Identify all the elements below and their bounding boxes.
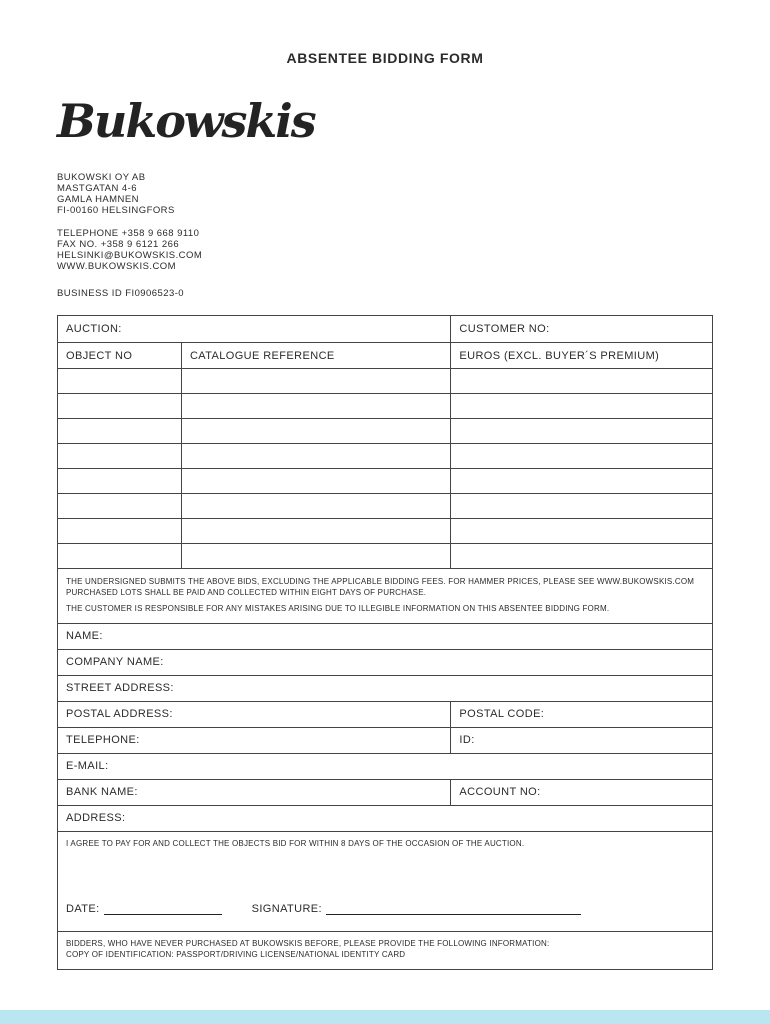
catalogue-reference-header [181,343,450,368]
bid-catalogue-reference-cell[interactable] [181,419,450,443]
telephone-field[interactable] [58,728,450,753]
company-email: HELSINKI@BUKOWSKIS.COM [57,250,203,261]
bid-euros-cell[interactable] [450,469,712,493]
company-contact-block [57,228,202,272]
postal-code-label: POSTAL CODE: [459,708,545,721]
new-bidders-note-block [58,932,712,969]
company-address-line: MASTGATAN 4-6 [57,183,137,194]
customer-no-field[interactable] [450,316,712,342]
account-no-label: ACCOUNT NO: [459,786,541,799]
customer-no-label: CUSTOMER NO: [459,323,550,335]
bank-name-field[interactable] [58,780,450,805]
bid-catalogue-reference-cell[interactable] [181,519,450,543]
id-field[interactable] [450,728,712,753]
business-id: BUSINESS ID FI0906523-0 [57,288,185,299]
bid-catalogue-reference-cell[interactable] [181,394,450,418]
id-label: ID: [459,734,475,747]
bidding-form-table [57,315,713,970]
street-address-label: STREET ADDRESS: [66,682,174,695]
bid-euros-cell[interactable] [450,444,712,468]
date-label: DATE: [66,902,100,915]
bid-table-row [58,544,712,569]
identification-note-line: COPY OF IDENTIFICATION: PASSPORT/DRIVING LICENSE/NATIONAL IDENTITY CARD [66,950,406,960]
postal-address-field[interactable] [58,702,450,727]
bid-euros-cell[interactable] [450,394,712,418]
euros-header-label: EUROS (EXCL. BUYER´S PREMIUM) [459,349,660,362]
bid-object-no-cell[interactable] [58,494,181,518]
bid-table-header-row [58,343,712,369]
bid-table-row [58,369,712,394]
bid-euros-cell[interactable] [450,419,712,443]
auction-customer-row [58,316,712,343]
bid-euros-cell[interactable] [450,519,712,543]
company-fax: FAX NO. +358 9 6121 266 [57,239,180,250]
bukowskis-logo: Bukowskis [57,94,315,148]
telephone-label: TELEPHONE: [66,734,140,747]
undersigned-note: THE UNDERSIGNED SUBMITS THE ABOVE BIDS, EXCLUDING THE APPLICABLE BIDDING FEES. FOR HAMMER PRICES, PLEASE SEE WWW.BUKOWSKIS.COM PURCHASED LOTS SHALL BE PAID AND COLLECTED WITHIN EIGHT DAYS OF PURCHASE. [66,577,695,598]
street-address-row [58,676,712,702]
new-bidders-note-line: BIDDERS, WHO HAVE NEVER PURCHASED AT BUKOWSKIS BEFORE, PLEASE PROVIDE THE FOLLOWING INFORMATION: [66,938,550,948]
bid-table-row [58,469,712,494]
street-address-field[interactable] [58,676,712,701]
email-field[interactable] [58,754,712,779]
euros-header [450,343,712,368]
footer-bar [0,1010,770,1024]
bid-table-row [58,519,712,544]
address-label: ADDRESS: [66,812,126,825]
date-input-line[interactable] [104,902,222,915]
bid-table-row [58,494,712,519]
bid-catalogue-reference-cell[interactable] [181,444,450,468]
page-title: ABSENTEE BIDDING FORM [286,50,484,66]
name-row [58,624,712,650]
object-no-header [58,343,181,368]
signature-input-line[interactable] [326,902,581,915]
postal-row [58,702,712,728]
bid-euros-cell[interactable] [450,369,712,393]
bid-object-no-cell[interactable] [58,469,181,493]
bid-catalogue-reference-cell[interactable] [181,469,450,493]
customer-responsible-note: THE CUSTOMER IS RESPONSIBLE FOR ANY MISTAKES ARISING DUE TO ILLEGIBLE INFORMATION ON THIS ABSENTEE BIDDING FORM. [66,604,610,614]
auction-field[interactable] [58,316,450,342]
bid-rows-container [58,369,712,569]
bid-object-no-cell[interactable] [58,444,181,468]
email-row [58,754,712,780]
company-name-field[interactable] [58,650,712,675]
company-name-label: COMPANY NAME: [66,656,164,669]
bids-note-block [58,569,712,624]
name-label: NAME: [66,630,103,643]
company-website: WWW.BUKOWSKIS.COM [57,261,177,272]
bank-name-label: BANK NAME: [66,786,138,799]
agreement-block [58,832,712,932]
company-telephone: TELEPHONE +358 9 668 9110 [57,228,200,239]
postal-address-label: POSTAL ADDRESS: [66,708,173,721]
bank-row [58,780,712,806]
company-address-line: BUKOWSKI OY AB [57,172,146,183]
bid-catalogue-reference-cell[interactable] [181,369,450,393]
email-label: E-MAIL: [66,760,109,773]
bid-object-no-cell[interactable] [58,419,181,443]
telephone-row [58,728,712,754]
bid-object-no-cell[interactable] [58,394,181,418]
object-no-header-label: OBJECT NO [66,349,133,362]
address-field[interactable] [58,806,712,831]
name-field[interactable] [58,624,712,649]
account-no-field[interactable] [450,780,712,805]
company-name-row [58,650,712,676]
bid-object-no-cell[interactable] [58,519,181,543]
agreement-text: I AGREE TO PAY FOR AND COLLECT THE OBJECTS BID FOR WITHIN 8 DAYS OF THE OCCASION OF THE AUCTION. [66,838,525,848]
catalogue-reference-header-label: CATALOGUE REFERENCE [189,349,335,362]
company-address-block [57,172,175,216]
address-row [58,806,712,832]
date-signature-row [66,902,581,915]
bid-table-row [58,444,712,469]
company-address-line: FI-00160 HELSINGFORS [57,205,175,216]
signature-label: SIGNATURE: [251,902,322,915]
bid-euros-cell[interactable] [450,544,712,568]
postal-code-field[interactable] [450,702,712,727]
bid-catalogue-reference-cell[interactable] [181,494,450,518]
bid-object-no-cell[interactable] [58,544,181,568]
bid-table-row [58,394,712,419]
bid-table-row [58,419,712,444]
bid-catalogue-reference-cell[interactable] [181,544,450,568]
auction-label: AUCTION: [66,323,122,335]
bid-euros-cell[interactable] [450,494,712,518]
company-address-line: GAMLA HAMNEN [57,194,139,205]
bid-object-no-cell[interactable] [58,369,181,393]
